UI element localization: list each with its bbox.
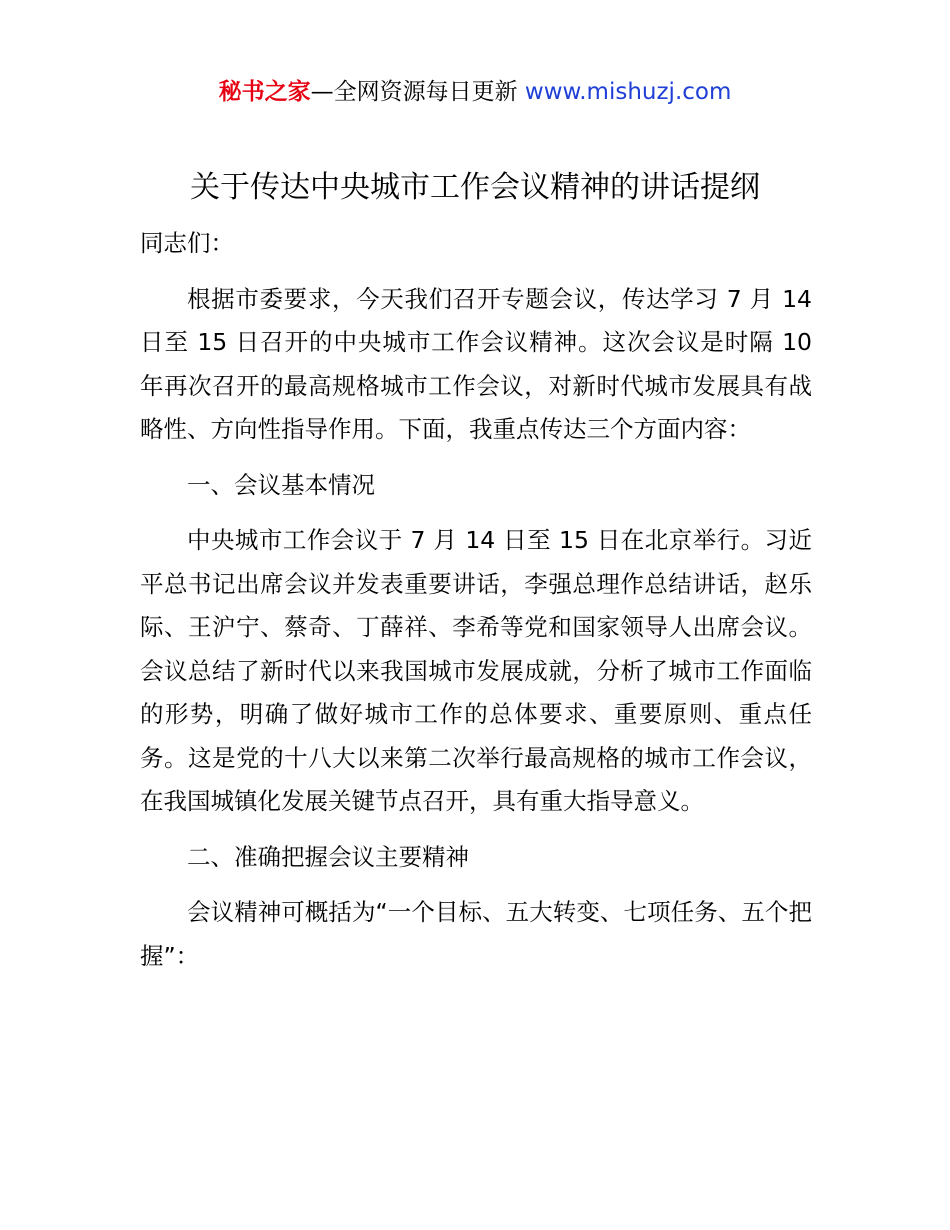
- section-heading-2: 二、准确把握会议主要精神: [187, 842, 469, 871]
- page-header: [0, 76, 950, 108]
- header-tagline: —全网资源每日更新: [310, 79, 525, 105]
- document-title: 关于传达中央城市工作会议精神的讲话提纲: [190, 170, 760, 205]
- brand-name: 秘书之家: [218, 79, 311, 105]
- section-heading-1: 一、会议基本情况: [187, 470, 375, 499]
- section-2-paragraph: 会议精神可概括为“一个目标、五大转变、七项任务、五个把握”：: [140, 898, 812, 970]
- document-body: [140, 222, 812, 990]
- section-1-paragraph: 中央城市工作会议于 7 月 14 日至 15 日在北京举行。习近平总书记出席会议并发表重要讲话，李强总理作总结讲话，赵乐际、王沪宁、蔡奇、丁薛祥、李希等党和国家领导人出席会议。会议总结了新时代以来我国城市发展成就，分析了城市工作面临的形势，明确了做好城市工作的总体要求、重要原则、重点任务。这是党的十八大以来第二次举行最高规格的城市工作会议，在我国城镇化发展关键节点召开，具有重大指导意义。: [140, 526, 812, 815]
- intro-paragraph: 根据市委要求，今天我们召开专题会议，传达学习 7 月 14 日至 15 日召开的中央城市工作会议精神。这次会议是时隔 10 年再次召开的最高规格城市工作会议，对新时代城市发展具有战略性、方向性指导作用。下面，我重点传达三个方面内容：: [140, 284, 812, 443]
- greeting: 同志们：: [140, 229, 234, 257]
- site-url-link[interactable]: www.mishuzj.com: [524, 79, 732, 105]
